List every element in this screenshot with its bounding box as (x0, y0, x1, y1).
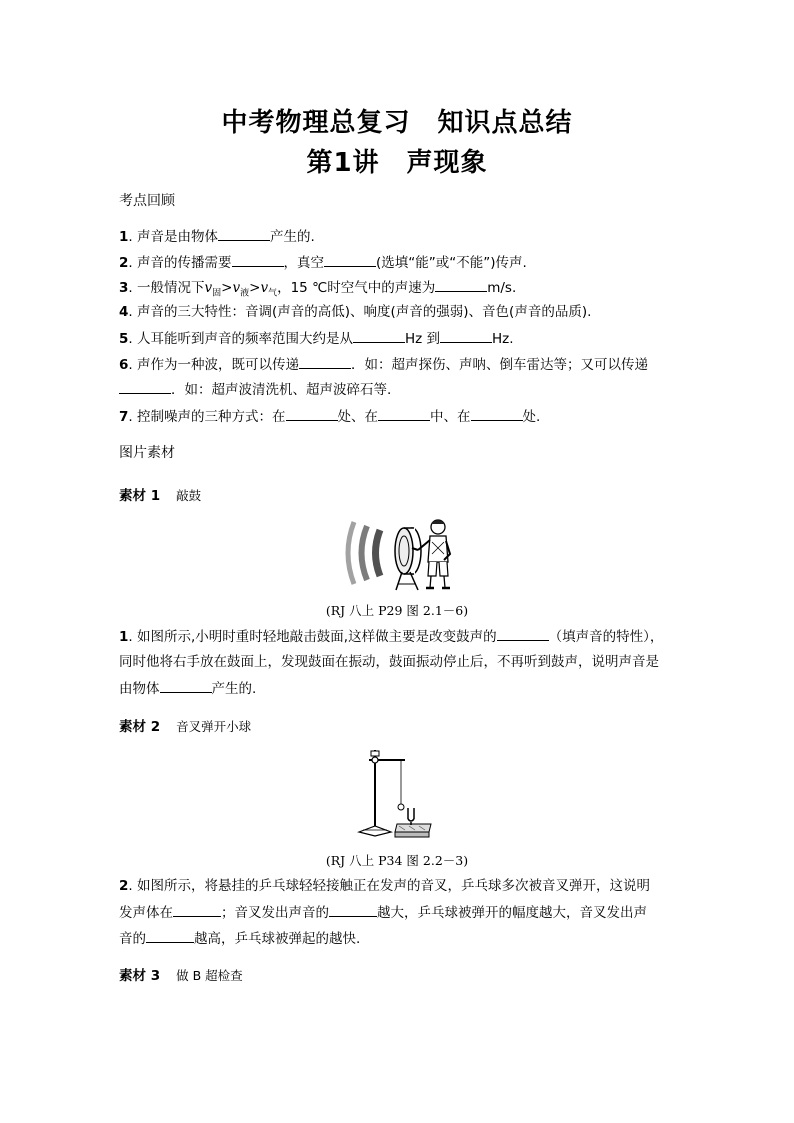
page-title: 中考物理总复习 知识点总结 (221, 108, 573, 138)
review-item-1: 1. 声音是由物体 产生的. (119, 226, 315, 247)
answer-blank (119, 379, 171, 394)
answer-blank (299, 354, 351, 369)
material-3-heading: 素材 3 做 B 超检查 (119, 968, 243, 984)
lesson-title: 第1讲 声现象 (306, 148, 488, 178)
review-item-4: 4. 声音的三大特性：音调(声音的高低)、响度(声音的强弱)、音色(声音的品质). (119, 304, 592, 320)
review-item-6: 6. 声作为一种波，既可以传递 ．如：超声探伤、声呐、倒车雷达等；又可以传递 (119, 354, 648, 375)
material-1-heading: 素材 1 敲鼓 (119, 488, 202, 504)
answer-blank (218, 226, 270, 241)
answer-blank (378, 406, 430, 421)
tuning-fork-illustration (355, 746, 435, 840)
question-1-line-2: 同时他将右手放在鼓面上，发现鼓面在振动，鼓面振动停止后，不再听到鼓声，说明声音是 (119, 654, 659, 670)
review-item-2: 2. 声音的传播需要 ，真空 (选填“能”或“不能”)传声. (119, 252, 527, 273)
review-item-3: 3. 一般情况下$v_固>v_液>v_气$，15 ℃时空气中的声速为 m/s. (119, 277, 516, 304)
pictures-heading: 图片素材 (119, 445, 175, 461)
answer-blank (173, 902, 221, 917)
review-item-6-cont: ．如：超声波清洗机、超声波碎石等. (119, 379, 391, 400)
answer-blank (471, 406, 523, 421)
question-1-line-1: 1. 如图所示,小明时重时轻地敲击鼓面,这样做主要是改变鼓声的 （填声音的特性）， (119, 626, 663, 647)
question-1-line-3: 由物体 产生的. (119, 678, 256, 699)
review-item-7: 7. 控制噪声的三种方式：在 处、在 中、在 处. (119, 406, 540, 427)
answer-blank (497, 626, 549, 641)
drum-illustration (340, 514, 458, 592)
answer-blank (160, 678, 212, 693)
answer-blank (435, 277, 487, 292)
material-2-heading: 素材 2 音叉弹开小球 (119, 719, 252, 735)
answer-blank (146, 928, 194, 943)
review-heading: 考点回顾 (119, 193, 175, 209)
answer-blank (232, 252, 284, 267)
answer-blank (440, 328, 492, 343)
question-2-line-2: 发声体在 ；音叉发出声音的 越大，乒乓球被弹开的幅度越大，音叉发出声 (119, 902, 647, 923)
figure-caption-2: (RJ 八上 P34 图 2.2－3) (325, 853, 469, 868)
figure-caption-1: (RJ 八上 P29 图 2.1－6) (325, 603, 469, 618)
speed-comparison: $v_固>v_液>v_气$ (204, 280, 278, 299)
answer-blank (353, 328, 405, 343)
answer-blank (329, 902, 377, 917)
answer-blank (324, 252, 376, 267)
question-2-line-3: 音的 越高，乒乓球被弹起的越快. (119, 928, 360, 949)
question-2-line-1: 2. 如图所示，将悬挂的乒乓球轻轻接触正在发声的音叉，乒乓球多次被音叉弹开，这说明 (119, 878, 650, 894)
review-item-5: 5. 人耳能听到声音的频率范围大约是从 Hz 到 Hz. (119, 328, 514, 349)
answer-blank (286, 406, 338, 421)
